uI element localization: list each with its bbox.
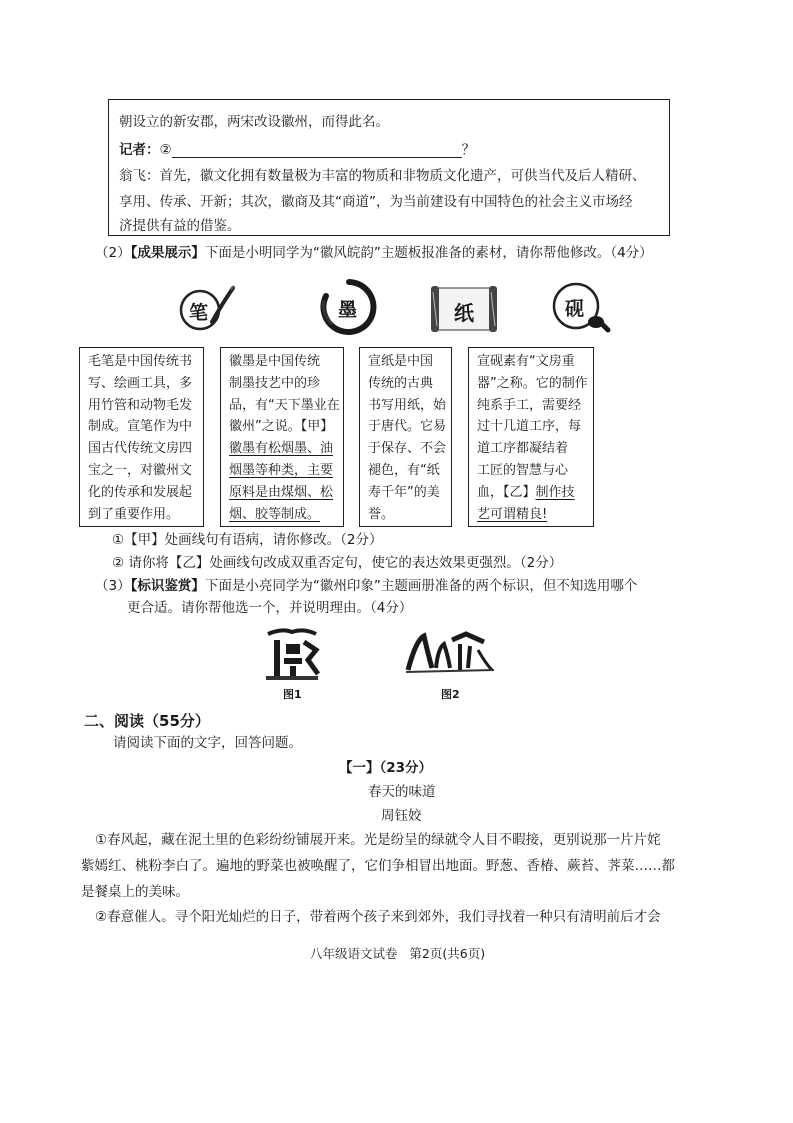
scroll-icon: [428, 284, 500, 334]
inkstone-line-3: 纯系手工，需要经: [477, 397, 582, 413]
inkstone-underlined-2: 艺可谓精良!: [477, 506, 548, 522]
inkstone-line-4: 过十几道工序，每: [477, 419, 582, 435]
ink-char: 墨: [338, 299, 358, 321]
section-2-title: 二、阅读（55分）: [84, 712, 210, 730]
inkstone-line-5: 道工序都凝结着: [477, 441, 569, 457]
question-3: [95, 576, 637, 596]
paragraph-1-line-1: ①春风起，藏在泥土里的色彩纷纷铺展开来。光是纷呈的绿就令人目不暇接，更别说那一片片姹: [95, 832, 661, 848]
ink-line-1: 徽墨是中国传统: [229, 354, 321, 369]
ink-line-4: 徽州”之说。【甲】: [229, 419, 334, 435]
pen-line-3: 用竹管和动物毛发: [88, 397, 193, 413]
inkstone-line-1: 宣砚素有“文房重: [477, 354, 575, 369]
weng-line-1: 翁飞：首先，徽文化拥有数量极为丰富的物质和非物质文化遗产，可供当代及后人精研、: [119, 168, 646, 184]
inkstone-underlined-1: 制作技: [535, 484, 575, 500]
question-2-num: （2）: [95, 245, 131, 261]
ink-line-3: 品，有“天下墨业在: [229, 397, 340, 413]
paper-line-8: 誉。: [368, 506, 395, 522]
ink-icon: [318, 278, 380, 336]
ink-line-2: 制墨技艺中的珍: [229, 375, 321, 391]
logo-1-image: [262, 626, 322, 684]
reporter-num: ②: [159, 142, 172, 158]
interview-box: [108, 99, 670, 236]
pen-line-5: 国古代传统文房四: [88, 441, 193, 457]
pen-card: [79, 347, 204, 527]
reporter-line: [119, 138, 475, 158]
brush-icon: [178, 284, 236, 334]
sub-question-1: ①【甲】处画线句有语病，请你修改。（2分）: [112, 532, 383, 548]
question-2-tag: 【成果展示】: [130, 245, 205, 261]
inkstone-mixed: 血，【乙】: [477, 484, 536, 500]
ink-underlined-2: 烟墨等种类，主要: [229, 462, 334, 478]
answer-blank: [172, 143, 462, 158]
article-author: 周钰姣: [381, 808, 422, 824]
paragraph-2-line-1: ②春意催人。寻个阳光灿烂的日子，带着两个孩子来到郊外，我们寻找着一种只有清明前后才会: [95, 909, 661, 925]
ink-underlined-1: 徽墨有松烟墨、油: [229, 441, 334, 457]
logo-2-image: [404, 630, 496, 678]
inkstone-card: [468, 347, 594, 527]
part-1-heading: 【一】（23分）: [339, 760, 433, 776]
dialog-line-1: 朝设立的新安郡，两宋改设徽州，而得此名。: [119, 114, 389, 130]
pen-line-1: 毛笔是中国传统书: [88, 354, 193, 369]
ink-underlined-4: 烟、胶等制成。: [229, 506, 321, 522]
weng-line-3: 济提供有益的借鉴。: [119, 218, 241, 234]
paragraph-1-line-3: 是餐桌上的美味。: [81, 884, 189, 900]
paper-line-2: 传统的古典: [368, 375, 434, 391]
inkstone-icon: [550, 280, 612, 336]
inkstone-line-2: 器”之称。它的制作: [477, 375, 588, 391]
section-2-instruction: 请阅读下面的文字，回答问题。: [113, 735, 302, 751]
paper-line-5: 于保存、不会: [368, 441, 447, 457]
paper-line-1: 宣纸是中国: [368, 354, 434, 369]
reporter-end: ？: [461, 142, 476, 158]
pen-char: 笔: [189, 302, 209, 324]
pen-line-2: 写、绘画工具，多: [88, 375, 193, 391]
ink-card: [220, 347, 344, 527]
paper-card: [359, 347, 452, 527]
question-2-text: 下面是小明同学为“徽风皖韵”主题板报准备的素材，请你帮他修改。（4分）: [204, 245, 653, 261]
paper-line-3: 书写用纸，始: [368, 397, 447, 413]
figure-1-caption: 图1: [283, 688, 302, 701]
paragraph-1-line-2: 紫嫣红、桃粉李白了。遍地的野菜也被唤醒了，它们争相冒出地面。野葱、香椿、蕨苔、荠菜……都: [81, 858, 675, 874]
weng-line-2: 享用、传承、开新；其次，徽商及其“商道”，为当前建设有中国特色的社会主义市场经: [119, 194, 633, 210]
inkstone-char: 砚: [565, 298, 585, 320]
paper-line-6: 褪色，有“纸: [368, 462, 440, 478]
pen-line-4: 制成。宣笔作为中: [88, 419, 193, 435]
paper-char: 纸: [454, 301, 474, 325]
reporter-label: 记者：: [119, 142, 160, 158]
paper-line-4: 于唐代。它易: [368, 419, 447, 435]
pen-line-8: 到了重要作用。: [88, 506, 180, 522]
figure-2-caption: 图2: [441, 688, 460, 701]
question-3-tag: 【标识鉴赏】: [130, 578, 205, 594]
paper-line-7: 寿千年”的美: [368, 484, 440, 500]
article-title: 春天的味道: [368, 784, 436, 800]
ink-underlined-3: 原料是由煤烟、松: [229, 484, 334, 500]
question-3-text1: 下面是小亮同学为“徽州印象”主题画册准备的两个标识，但不知选用哪个: [204, 578, 638, 594]
question-2: [95, 243, 653, 263]
inkstone-line-7: [477, 482, 587, 504]
page-footer: 八年级语文试卷 第2页(共6页): [310, 946, 486, 961]
sub-question-2: ② 请你将【乙】处画线句改成双重否定句，使它的表达效果更强烈。（2分）: [112, 555, 563, 571]
inkstone-line-6: 工匠的智慧与心: [477, 462, 569, 478]
pen-line-6: 宝之一，对徽州文: [88, 462, 193, 478]
question-3-num: （3）: [95, 578, 131, 594]
question-3-line-2: 更合适。请你帮他选一个，并说明理由。（4分）: [127, 600, 413, 616]
pen-line-7: 化的传承和发展起: [88, 484, 193, 500]
